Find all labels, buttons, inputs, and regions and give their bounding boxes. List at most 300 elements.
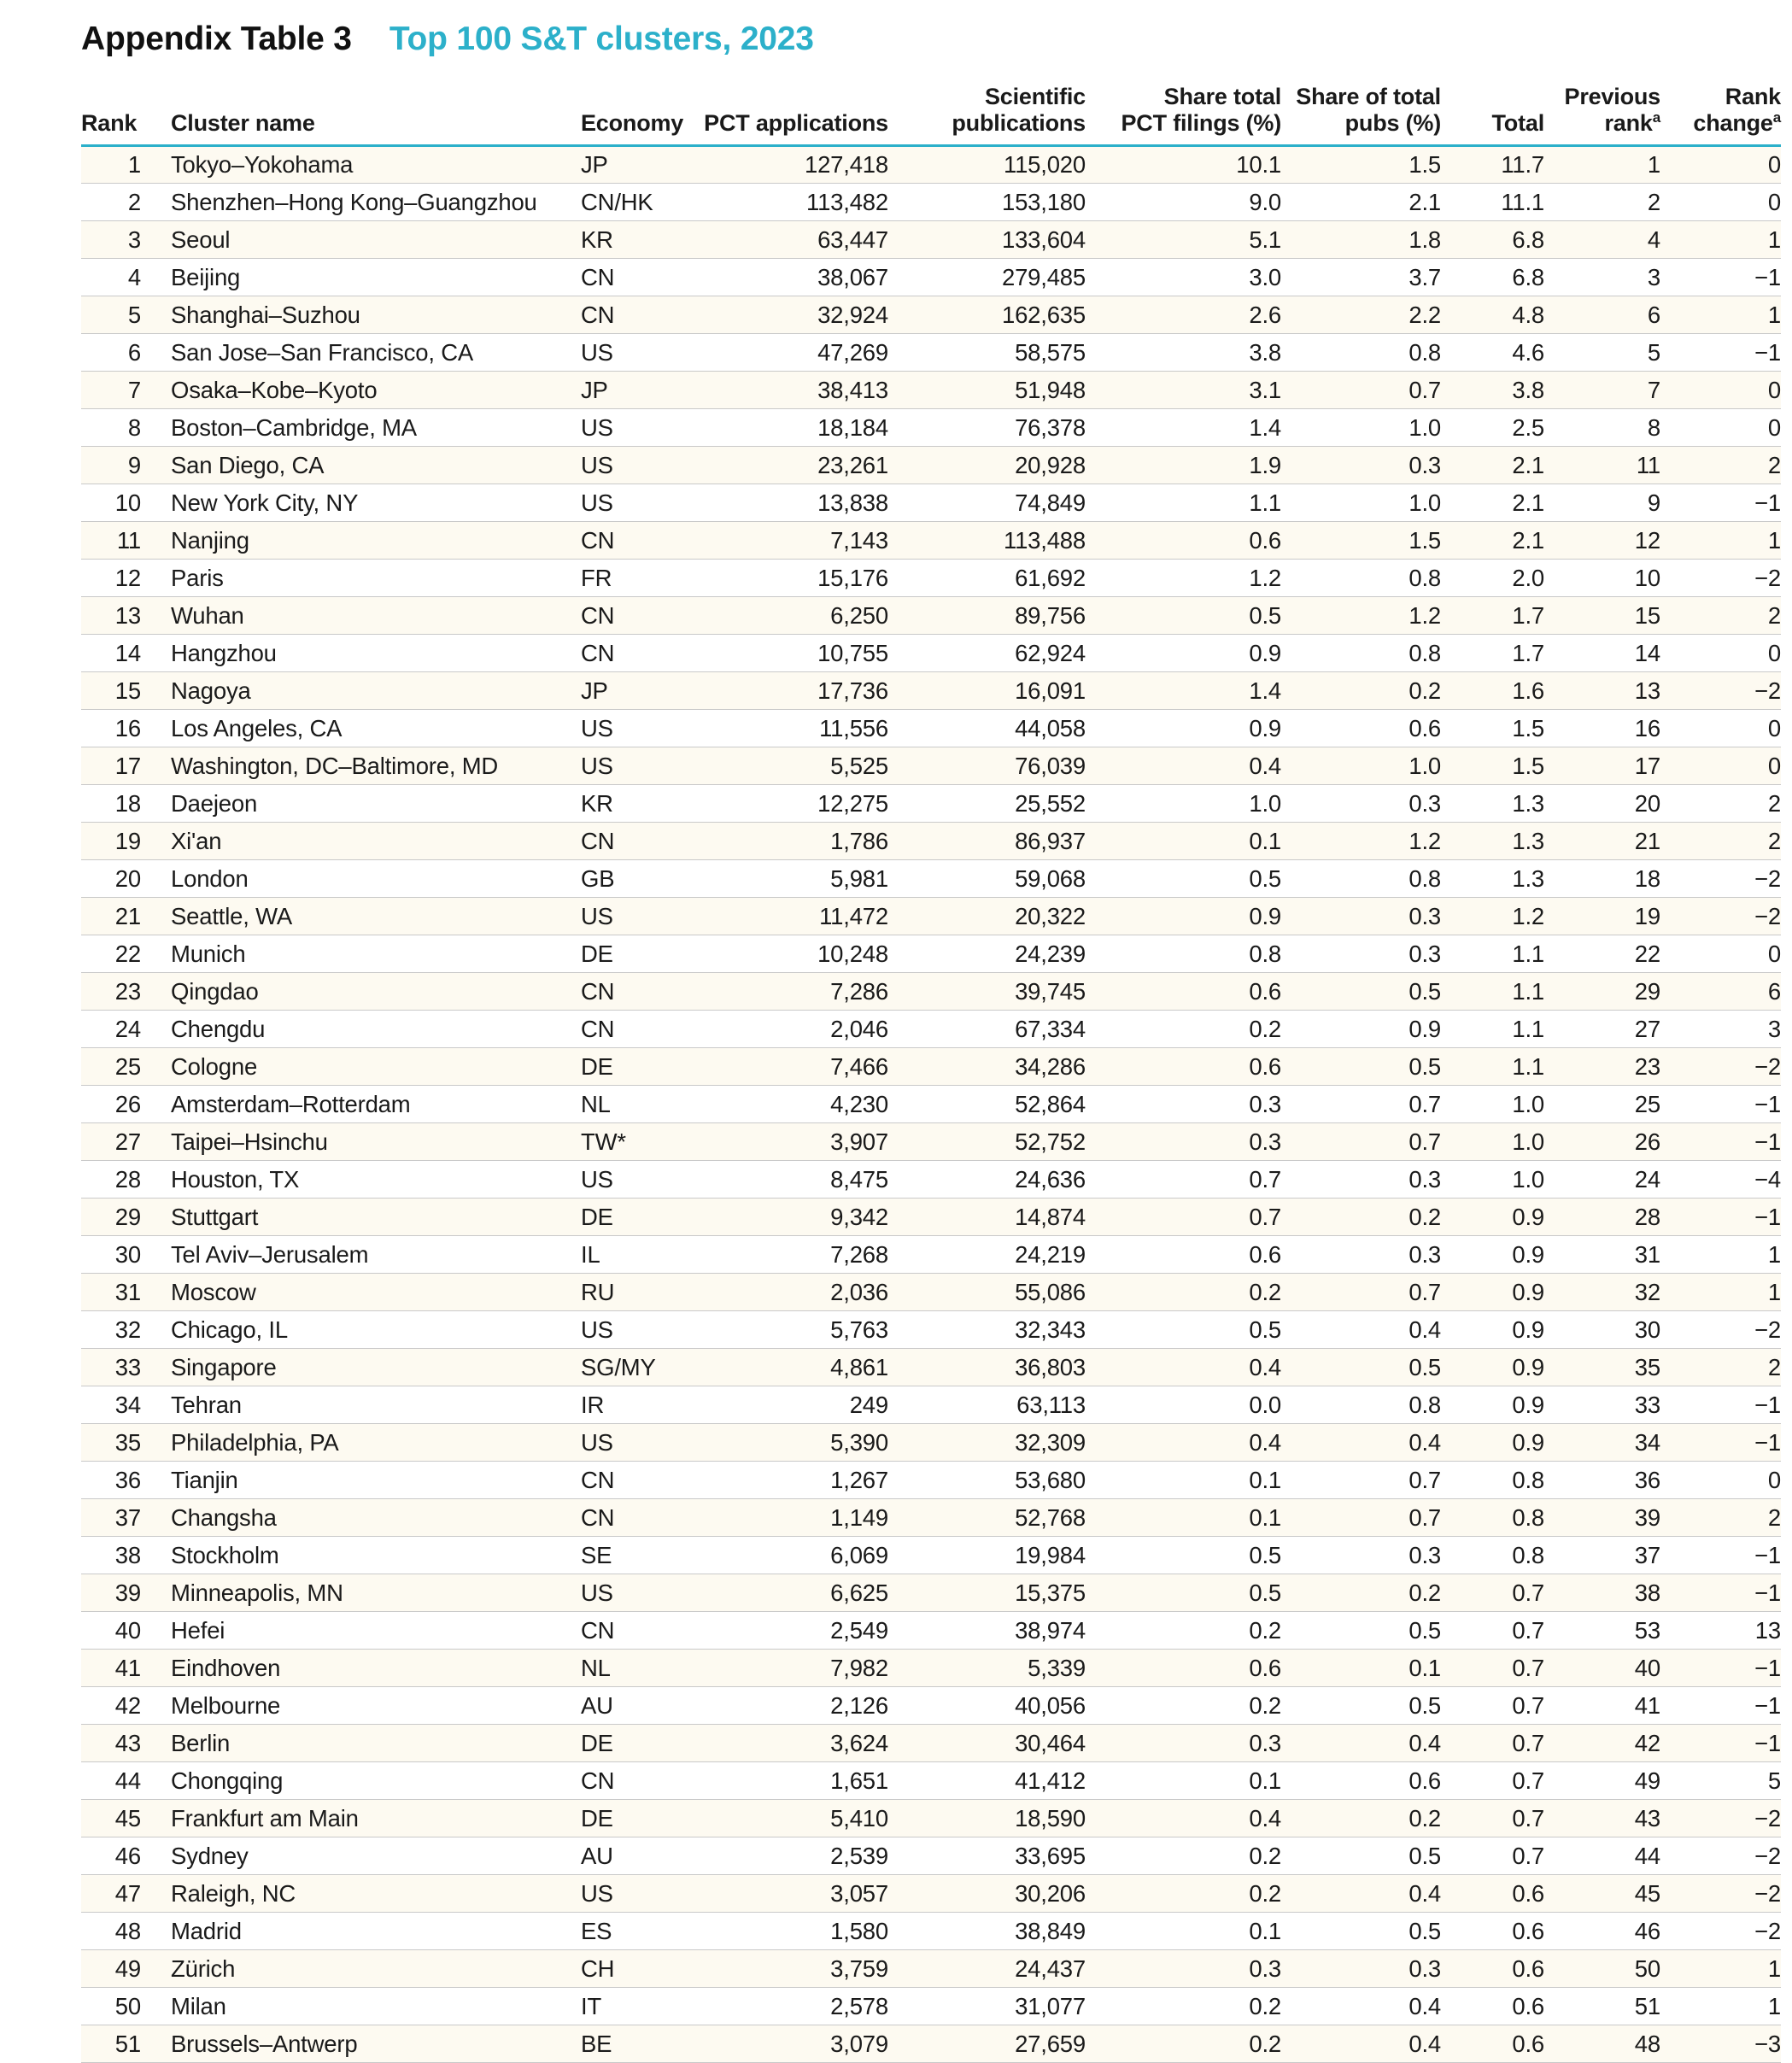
cell-cluster: Taipei–Hsinchu bbox=[141, 1123, 568, 1161]
clusters-table bbox=[81, 84, 1781, 2063]
cell-previous-rank: 22 bbox=[1544, 935, 1660, 973]
cell-rank: 1 bbox=[81, 146, 141, 184]
cell-previous-rank: 41 bbox=[1544, 1687, 1660, 1725]
cell-economy: IT bbox=[568, 1988, 696, 2025]
table-row bbox=[81, 973, 1781, 1011]
cell-scientific-publications: 58,575 bbox=[888, 334, 1086, 372]
cell-rank: 9 bbox=[81, 447, 141, 484]
cell-rank: 2 bbox=[81, 184, 141, 221]
cell-pct-applications: 2,578 bbox=[696, 1988, 888, 2025]
cell-scientific-publications: 61,692 bbox=[888, 560, 1086, 597]
cell-rank-change: −1 bbox=[1660, 484, 1781, 522]
header-rank-change: Rank change$^a$ bbox=[1660, 84, 1781, 146]
cell-previous-rank: 30 bbox=[1544, 1311, 1660, 1349]
cell-rank: 4 bbox=[81, 259, 141, 296]
cell-cluster: Raleigh, NC bbox=[141, 1875, 568, 1913]
table-row bbox=[81, 710, 1781, 747]
cell-economy: DE bbox=[568, 1199, 696, 1236]
cell-pct-applications: 38,413 bbox=[696, 372, 888, 409]
cell-scientific-publications: 30,464 bbox=[888, 1725, 1086, 1762]
header-economy: Economy bbox=[568, 84, 696, 146]
cell-pct-applications: 2,036 bbox=[696, 1274, 888, 1311]
table-row bbox=[81, 1236, 1781, 1274]
cell-rank-change: −2 bbox=[1660, 1800, 1781, 1837]
cell-pct-applications: 7,982 bbox=[696, 1650, 888, 1687]
table-row bbox=[81, 1725, 1781, 1762]
cell-previous-rank: 38 bbox=[1544, 1574, 1660, 1612]
cell-share-of-total-pubs: 0.3 bbox=[1281, 935, 1441, 973]
cell-scientific-publications: 74,849 bbox=[888, 484, 1086, 522]
cell-pct-applications: 1,149 bbox=[696, 1499, 888, 1537]
cell-scientific-publications: 76,039 bbox=[888, 747, 1086, 785]
table-row bbox=[81, 1011, 1781, 1048]
cell-share-total-pct-filings: 0.9 bbox=[1086, 710, 1281, 747]
cell-rank-change: 0 bbox=[1660, 747, 1781, 785]
cell-previous-rank: 15 bbox=[1544, 597, 1660, 635]
cell-share-total-pct-filings: 1.4 bbox=[1086, 672, 1281, 710]
cell-rank-change: 2 bbox=[1660, 1499, 1781, 1537]
cell-economy: JP bbox=[568, 672, 696, 710]
cell-pct-applications: 3,057 bbox=[696, 1875, 888, 1913]
cell-rank-change: 0 bbox=[1660, 710, 1781, 747]
cell-scientific-publications: 115,020 bbox=[888, 146, 1086, 184]
cell-rank: 6 bbox=[81, 334, 141, 372]
cell-previous-rank: 46 bbox=[1544, 1913, 1660, 1950]
table-row bbox=[81, 672, 1781, 710]
cell-total: 1.5 bbox=[1441, 747, 1544, 785]
table-row bbox=[81, 409, 1781, 447]
cell-rank: 36 bbox=[81, 1462, 141, 1499]
cell-share-of-total-pubs: 1.8 bbox=[1281, 221, 1441, 259]
cell-rank: 28 bbox=[81, 1161, 141, 1199]
cell-scientific-publications: 76,378 bbox=[888, 409, 1086, 447]
cell-scientific-publications: 40,056 bbox=[888, 1687, 1086, 1725]
cell-rank-change: 0 bbox=[1660, 146, 1781, 184]
cell-economy: US bbox=[568, 484, 696, 522]
cell-total: 4.8 bbox=[1441, 296, 1544, 334]
cell-share-total-pct-filings: 0.6 bbox=[1086, 1236, 1281, 1274]
cell-pct-applications: 10,248 bbox=[696, 935, 888, 973]
cell-economy: SG/MY bbox=[568, 1349, 696, 1386]
cell-rank: 10 bbox=[81, 484, 141, 522]
cell-previous-rank: 26 bbox=[1544, 1123, 1660, 1161]
cell-scientific-publications: 89,756 bbox=[888, 597, 1086, 635]
cell-scientific-publications: 24,437 bbox=[888, 1950, 1086, 1988]
cell-share-of-total-pubs: 0.5 bbox=[1281, 1612, 1441, 1650]
table-row bbox=[81, 1161, 1781, 1199]
cell-share-total-pct-filings: 0.5 bbox=[1086, 1537, 1281, 1574]
cell-rank: 15 bbox=[81, 672, 141, 710]
cell-share-of-total-pubs: 0.8 bbox=[1281, 334, 1441, 372]
cell-rank: 51 bbox=[81, 2025, 141, 2063]
cell-share-of-total-pubs: 1.0 bbox=[1281, 484, 1441, 522]
cell-share-total-pct-filings: 1.4 bbox=[1086, 409, 1281, 447]
cell-cluster: Chicago, IL bbox=[141, 1311, 568, 1349]
cell-scientific-publications: 51,948 bbox=[888, 372, 1086, 409]
cell-share-of-total-pubs: 0.4 bbox=[1281, 1424, 1441, 1462]
cell-cluster: Qingdao bbox=[141, 973, 568, 1011]
cell-rank-change: −1 bbox=[1660, 1574, 1781, 1612]
cell-share-total-pct-filings: 1.0 bbox=[1086, 785, 1281, 823]
cell-cluster: Frankfurt am Main bbox=[141, 1800, 568, 1837]
cell-previous-rank: 31 bbox=[1544, 1236, 1660, 1274]
cell-rank-change: 0 bbox=[1660, 409, 1781, 447]
cell-total: 1.1 bbox=[1441, 973, 1544, 1011]
cell-rank: 31 bbox=[81, 1274, 141, 1311]
cell-share-total-pct-filings: 0.1 bbox=[1086, 1462, 1281, 1499]
cell-cluster: Los Angeles, CA bbox=[141, 710, 568, 747]
cell-rank: 41 bbox=[81, 1650, 141, 1687]
cell-total: 0.7 bbox=[1441, 1837, 1544, 1875]
cell-economy: IL bbox=[568, 1236, 696, 1274]
cell-rank-change: −2 bbox=[1660, 560, 1781, 597]
cell-share-of-total-pubs: 0.2 bbox=[1281, 1800, 1441, 1837]
cell-rank-change: −1 bbox=[1660, 1424, 1781, 1462]
cell-previous-rank: 48 bbox=[1544, 2025, 1660, 2063]
cell-rank-change: 1 bbox=[1660, 1988, 1781, 2025]
cell-pct-applications: 8,475 bbox=[696, 1161, 888, 1199]
cell-economy: AU bbox=[568, 1687, 696, 1725]
cell-pct-applications: 11,472 bbox=[696, 898, 888, 935]
cell-scientific-publications: 55,086 bbox=[888, 1274, 1086, 1311]
cell-previous-rank: 29 bbox=[1544, 973, 1660, 1011]
cell-share-of-total-pubs: 0.7 bbox=[1281, 1274, 1441, 1311]
cell-cluster: Amsterdam–Rotterdam bbox=[141, 1086, 568, 1123]
cell-scientific-publications: 15,375 bbox=[888, 1574, 1086, 1612]
cell-previous-rank: 45 bbox=[1544, 1875, 1660, 1913]
cell-cluster: Washington, DC–Baltimore, MD bbox=[141, 747, 568, 785]
cell-economy: US bbox=[568, 898, 696, 935]
cell-scientific-publications: 52,752 bbox=[888, 1123, 1086, 1161]
cell-pct-applications: 10,755 bbox=[696, 635, 888, 672]
table-row bbox=[81, 823, 1781, 860]
cell-economy: JP bbox=[568, 146, 696, 184]
cell-scientific-publications: 25,552 bbox=[888, 785, 1086, 823]
cell-rank-change: 2 bbox=[1660, 1349, 1781, 1386]
cell-cluster: San Diego, CA bbox=[141, 447, 568, 484]
cell-rank-change: −1 bbox=[1660, 1650, 1781, 1687]
table-row bbox=[81, 221, 1781, 259]
cell-rank: 16 bbox=[81, 710, 141, 747]
cell-rank: 34 bbox=[81, 1386, 141, 1424]
cell-scientific-publications: 38,849 bbox=[888, 1913, 1086, 1950]
cell-economy: US bbox=[568, 1875, 696, 1913]
cell-rank: 46 bbox=[81, 1837, 141, 1875]
cell-rank: 45 bbox=[81, 1800, 141, 1837]
cell-scientific-publications: 32,343 bbox=[888, 1311, 1086, 1349]
cell-rank-change: 0 bbox=[1660, 184, 1781, 221]
cell-pct-applications: 2,549 bbox=[696, 1612, 888, 1650]
cell-share-total-pct-filings: 0.2 bbox=[1086, 1988, 1281, 2025]
cell-rank: 3 bbox=[81, 221, 141, 259]
table-number-label: Appendix Table 3 bbox=[81, 21, 352, 57]
table-row bbox=[81, 184, 1781, 221]
cell-share-total-pct-filings: 0.7 bbox=[1086, 1199, 1281, 1236]
cell-previous-rank: 44 bbox=[1544, 1837, 1660, 1875]
cell-economy: DE bbox=[568, 1800, 696, 1837]
header-share-of-total-pubs: Share of total pubs (%) bbox=[1281, 84, 1441, 146]
cell-total: 1.7 bbox=[1441, 597, 1544, 635]
cell-share-of-total-pubs: 0.5 bbox=[1281, 1913, 1441, 1950]
cell-rank-change: 5 bbox=[1660, 1762, 1781, 1800]
cell-cluster: Cologne bbox=[141, 1048, 568, 1086]
cell-economy: CN bbox=[568, 1499, 696, 1537]
cell-share-total-pct-filings: 0.0 bbox=[1086, 1386, 1281, 1424]
cell-previous-rank: 3 bbox=[1544, 259, 1660, 296]
cell-rank: 50 bbox=[81, 1988, 141, 2025]
table-row bbox=[81, 1687, 1781, 1725]
cell-cluster: Milan bbox=[141, 1988, 568, 2025]
cell-share-total-pct-filings: 0.3 bbox=[1086, 1725, 1281, 1762]
cell-total: 1.1 bbox=[1441, 1048, 1544, 1086]
cell-rank-change: −2 bbox=[1660, 1837, 1781, 1875]
cell-scientific-publications: 19,984 bbox=[888, 1537, 1086, 1574]
cell-economy: ES bbox=[568, 1913, 696, 1950]
table-row bbox=[81, 1537, 1781, 1574]
cell-economy: DE bbox=[568, 1725, 696, 1762]
cell-rank: 37 bbox=[81, 1499, 141, 1537]
cell-share-of-total-pubs: 0.6 bbox=[1281, 710, 1441, 747]
cell-share-of-total-pubs: 0.8 bbox=[1281, 635, 1441, 672]
cell-total: 0.9 bbox=[1441, 1424, 1544, 1462]
cell-previous-rank: 4 bbox=[1544, 221, 1660, 259]
cell-share-of-total-pubs: 0.7 bbox=[1281, 1086, 1441, 1123]
cell-rank-change: −2 bbox=[1660, 898, 1781, 935]
cell-cluster: Zürich bbox=[141, 1950, 568, 1988]
cell-rank-change: 0 bbox=[1660, 372, 1781, 409]
cell-share-of-total-pubs: 0.3 bbox=[1281, 447, 1441, 484]
cell-rank: 49 bbox=[81, 1950, 141, 1988]
cell-scientific-publications: 41,412 bbox=[888, 1762, 1086, 1800]
table-row bbox=[81, 1349, 1781, 1386]
cell-cluster: Changsha bbox=[141, 1499, 568, 1537]
cell-share-total-pct-filings: 0.1 bbox=[1086, 1913, 1281, 1950]
cell-previous-rank: 20 bbox=[1544, 785, 1660, 823]
cell-share-of-total-pubs: 0.7 bbox=[1281, 372, 1441, 409]
cell-rank-change: −2 bbox=[1660, 860, 1781, 898]
cell-cluster: Madrid bbox=[141, 1913, 568, 1950]
cell-cluster: Seattle, WA bbox=[141, 898, 568, 935]
cell-share-of-total-pubs: 0.7 bbox=[1281, 1123, 1441, 1161]
header-pct-applications: PCT applications bbox=[696, 84, 888, 146]
cell-share-total-pct-filings: 0.3 bbox=[1086, 1086, 1281, 1123]
cell-rank-change: −1 bbox=[1660, 1725, 1781, 1762]
cell-economy: CN bbox=[568, 1011, 696, 1048]
table-row bbox=[81, 898, 1781, 935]
cell-share-total-pct-filings: 0.2 bbox=[1086, 2025, 1281, 2063]
cell-economy: GB bbox=[568, 860, 696, 898]
page-title bbox=[81, 21, 1778, 58]
cell-share-of-total-pubs: 0.4 bbox=[1281, 1725, 1441, 1762]
cell-total: 1.0 bbox=[1441, 1086, 1544, 1123]
cell-share-of-total-pubs: 0.2 bbox=[1281, 672, 1441, 710]
cell-total: 1.0 bbox=[1441, 1161, 1544, 1199]
cell-pct-applications: 1,267 bbox=[696, 1462, 888, 1499]
cell-share-total-pct-filings: 0.5 bbox=[1086, 597, 1281, 635]
cell-economy: US bbox=[568, 747, 696, 785]
cell-scientific-publications: 14,874 bbox=[888, 1199, 1086, 1236]
cell-rank: 14 bbox=[81, 635, 141, 672]
cell-total: 2.1 bbox=[1441, 522, 1544, 560]
cell-previous-rank: 33 bbox=[1544, 1386, 1660, 1424]
cell-scientific-publications: 5,339 bbox=[888, 1650, 1086, 1687]
cell-total: 0.9 bbox=[1441, 1199, 1544, 1236]
cell-share-total-pct-filings: 0.4 bbox=[1086, 747, 1281, 785]
cell-share-of-total-pubs: 2.1 bbox=[1281, 184, 1441, 221]
cell-rank: 19 bbox=[81, 823, 141, 860]
cell-scientific-publications: 36,803 bbox=[888, 1349, 1086, 1386]
cell-previous-rank: 14 bbox=[1544, 635, 1660, 672]
cell-previous-rank: 51 bbox=[1544, 1988, 1660, 2025]
cell-economy: US bbox=[568, 1574, 696, 1612]
cell-scientific-publications: 34,286 bbox=[888, 1048, 1086, 1086]
cell-rank-change: 1 bbox=[1660, 1274, 1781, 1311]
cell-cluster: San Jose–San Francisco, CA bbox=[141, 334, 568, 372]
cell-rank: 44 bbox=[81, 1762, 141, 1800]
cell-cluster: Boston–Cambridge, MA bbox=[141, 409, 568, 447]
cell-rank-change: 0 bbox=[1660, 935, 1781, 973]
cell-total: 0.9 bbox=[1441, 1311, 1544, 1349]
cell-rank-change: 0 bbox=[1660, 635, 1781, 672]
cell-economy: CN bbox=[568, 259, 696, 296]
cell-scientific-publications: 30,206 bbox=[888, 1875, 1086, 1913]
cell-total: 6.8 bbox=[1441, 259, 1544, 296]
cell-previous-rank: 24 bbox=[1544, 1161, 1660, 1199]
cell-cluster: Singapore bbox=[141, 1349, 568, 1386]
cell-economy: IR bbox=[568, 1386, 696, 1424]
cell-share-total-pct-filings: 10.1 bbox=[1086, 146, 1281, 184]
cell-share-of-total-pubs: 0.1 bbox=[1281, 1650, 1441, 1687]
cell-total: 11.1 bbox=[1441, 184, 1544, 221]
cell-economy: NL bbox=[568, 1650, 696, 1687]
cell-cluster: Tokyo–Yokohama bbox=[141, 146, 568, 184]
cell-rank-change: −1 bbox=[1660, 334, 1781, 372]
cell-pct-applications: 2,046 bbox=[696, 1011, 888, 1048]
cell-economy: CN bbox=[568, 522, 696, 560]
cell-pct-applications: 6,250 bbox=[696, 597, 888, 635]
cell-cluster: Seoul bbox=[141, 221, 568, 259]
table-row bbox=[81, 635, 1781, 672]
cell-share-total-pct-filings: 9.0 bbox=[1086, 184, 1281, 221]
cell-rank: 12 bbox=[81, 560, 141, 597]
cell-pct-applications: 11,556 bbox=[696, 710, 888, 747]
cell-scientific-publications: 39,745 bbox=[888, 973, 1086, 1011]
cell-share-of-total-pubs: 0.8 bbox=[1281, 560, 1441, 597]
cell-share-of-total-pubs: 1.2 bbox=[1281, 597, 1441, 635]
cell-share-total-pct-filings: 3.8 bbox=[1086, 334, 1281, 372]
cell-share-total-pct-filings: 1.1 bbox=[1086, 484, 1281, 522]
cell-cluster: Nagoya bbox=[141, 672, 568, 710]
cell-scientific-publications: 279,485 bbox=[888, 259, 1086, 296]
cell-rank: 13 bbox=[81, 597, 141, 635]
cell-share-of-total-pubs: 0.3 bbox=[1281, 1537, 1441, 1574]
cell-share-total-pct-filings: 0.1 bbox=[1086, 1762, 1281, 1800]
cell-rank-change: −3 bbox=[1660, 2025, 1781, 2063]
cell-cluster: Chongqing bbox=[141, 1762, 568, 1800]
cell-pct-applications: 4,230 bbox=[696, 1086, 888, 1123]
cell-total: 0.8 bbox=[1441, 1499, 1544, 1537]
table-body bbox=[81, 146, 1781, 2063]
cell-share-of-total-pubs: 3.7 bbox=[1281, 259, 1441, 296]
cell-previous-rank: 53 bbox=[1544, 1612, 1660, 1650]
cell-cluster: Paris bbox=[141, 560, 568, 597]
cell-share-of-total-pubs: 0.5 bbox=[1281, 1837, 1441, 1875]
cell-scientific-publications: 53,680 bbox=[888, 1462, 1086, 1499]
cell-rank-change: 1 bbox=[1660, 296, 1781, 334]
cell-share-total-pct-filings: 0.5 bbox=[1086, 860, 1281, 898]
cell-rank: 20 bbox=[81, 860, 141, 898]
cell-cluster: Hangzhou bbox=[141, 635, 568, 672]
cell-share-total-pct-filings: 0.4 bbox=[1086, 1800, 1281, 1837]
cell-previous-rank: 5 bbox=[1544, 334, 1660, 372]
cell-previous-rank: 7 bbox=[1544, 372, 1660, 409]
cell-cluster: Tianjin bbox=[141, 1462, 568, 1499]
cell-pct-applications: 5,981 bbox=[696, 860, 888, 898]
cell-economy: CN bbox=[568, 1462, 696, 1499]
cell-pct-applications: 9,342 bbox=[696, 1199, 888, 1236]
cell-rank: 21 bbox=[81, 898, 141, 935]
cell-pct-applications: 2,539 bbox=[696, 1837, 888, 1875]
cell-economy: CN/HK bbox=[568, 184, 696, 221]
cell-cluster: Xi'an bbox=[141, 823, 568, 860]
table-row bbox=[81, 1048, 1781, 1086]
cell-share-of-total-pubs: 0.4 bbox=[1281, 1988, 1441, 2025]
cell-share-of-total-pubs: 1.5 bbox=[1281, 146, 1441, 184]
cell-pct-applications: 15,176 bbox=[696, 560, 888, 597]
cell-total: 1.3 bbox=[1441, 823, 1544, 860]
cell-rank: 43 bbox=[81, 1725, 141, 1762]
cell-scientific-publications: 113,488 bbox=[888, 522, 1086, 560]
cell-rank-change: −2 bbox=[1660, 1875, 1781, 1913]
cell-previous-rank: 32 bbox=[1544, 1274, 1660, 1311]
cell-share-of-total-pubs: 0.5 bbox=[1281, 973, 1441, 1011]
cell-economy: CH bbox=[568, 1950, 696, 1988]
table-row bbox=[81, 1499, 1781, 1537]
cell-scientific-publications: 38,974 bbox=[888, 1612, 1086, 1650]
cell-rank: 17 bbox=[81, 747, 141, 785]
table-row bbox=[81, 1123, 1781, 1161]
cell-scientific-publications: 24,636 bbox=[888, 1161, 1086, 1199]
cell-share-of-total-pubs: 1.0 bbox=[1281, 747, 1441, 785]
cell-total: 0.9 bbox=[1441, 1236, 1544, 1274]
header-row bbox=[81, 84, 1781, 146]
cell-share-total-pct-filings: 0.1 bbox=[1086, 1499, 1281, 1537]
cell-share-of-total-pubs: 0.3 bbox=[1281, 898, 1441, 935]
cell-previous-rank: 18 bbox=[1544, 860, 1660, 898]
cell-total: 1.0 bbox=[1441, 1123, 1544, 1161]
cell-economy: CN bbox=[568, 1612, 696, 1650]
cell-cluster: New York City, NY bbox=[141, 484, 568, 522]
cell-total: 0.9 bbox=[1441, 1386, 1544, 1424]
cell-rank-change: −2 bbox=[1660, 672, 1781, 710]
cell-cluster: Houston, TX bbox=[141, 1161, 568, 1199]
cell-cluster: Osaka–Kobe–Kyoto bbox=[141, 372, 568, 409]
cell-pct-applications: 1,651 bbox=[696, 1762, 888, 1800]
table-row bbox=[81, 334, 1781, 372]
cell-previous-rank: 19 bbox=[1544, 898, 1660, 935]
cell-cluster: Hefei bbox=[141, 1612, 568, 1650]
cell-economy: US bbox=[568, 710, 696, 747]
cell-previous-rank: 6 bbox=[1544, 296, 1660, 334]
cell-pct-applications: 5,525 bbox=[696, 747, 888, 785]
cell-share-of-total-pubs: 0.5 bbox=[1281, 1349, 1441, 1386]
cell-scientific-publications: 20,928 bbox=[888, 447, 1086, 484]
cell-economy: US bbox=[568, 1161, 696, 1199]
cell-share-total-pct-filings: 1.2 bbox=[1086, 560, 1281, 597]
cell-share-of-total-pubs: 1.2 bbox=[1281, 823, 1441, 860]
cell-rank-change: −2 bbox=[1660, 1913, 1781, 1950]
cell-share-of-total-pubs: 0.9 bbox=[1281, 1011, 1441, 1048]
